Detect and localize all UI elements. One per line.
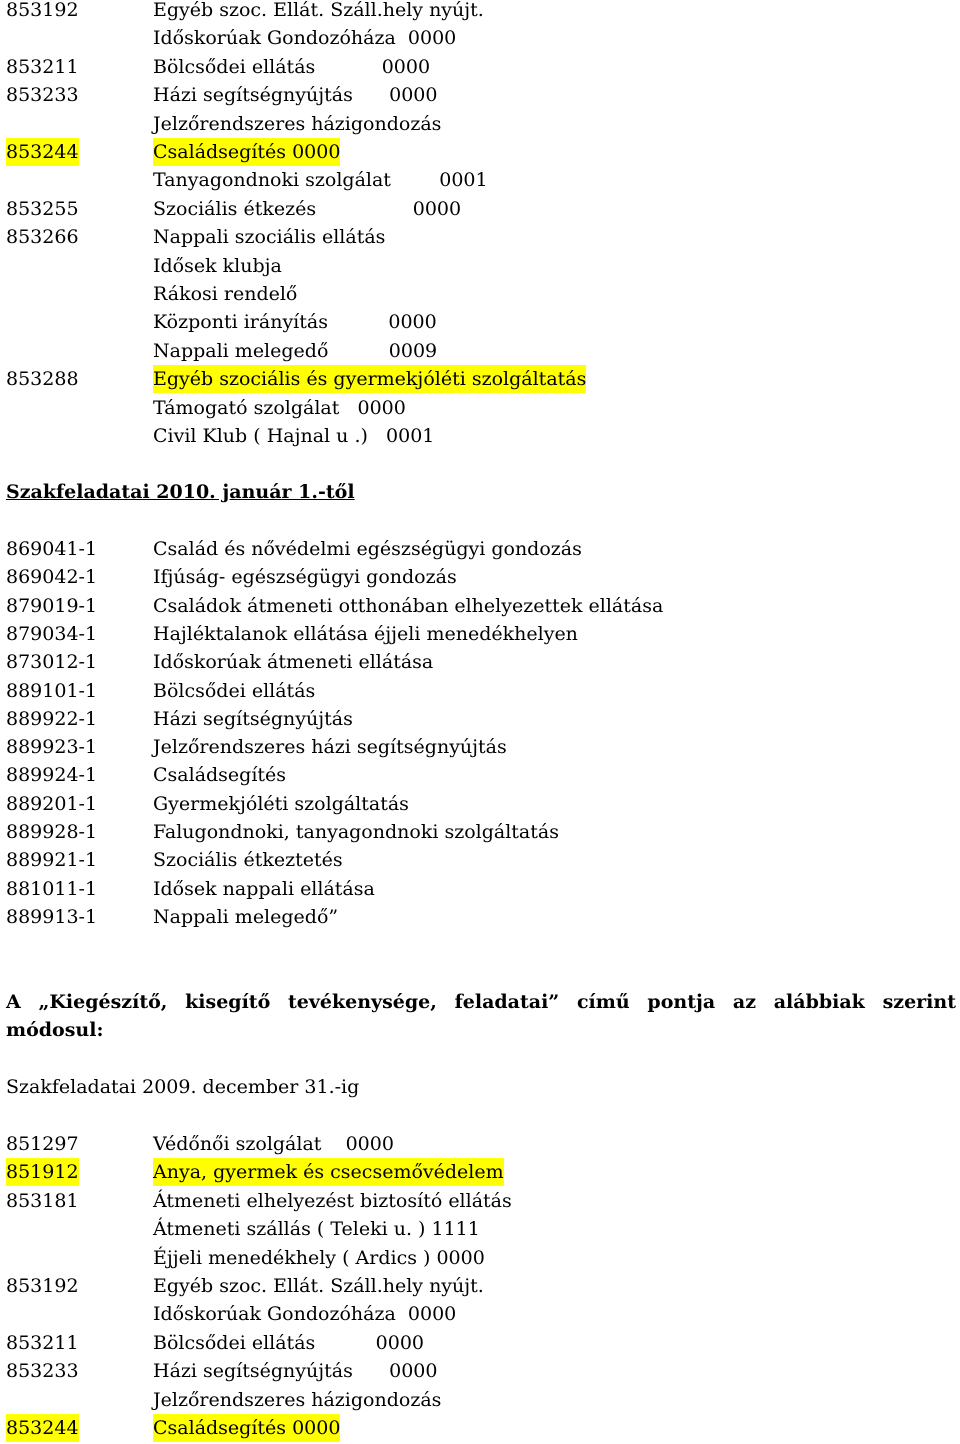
section-heading-2010: Szakfeladatai 2010. január 1.-től [6, 481, 355, 503]
task-description: Nappali szociális ellátás [153, 226, 386, 249]
task-description: Központi irányítás 0000 [153, 311, 437, 334]
task-description: Időskorúak Gondozóháza 0000 [153, 27, 457, 50]
task-code: 889921-1 [6, 849, 98, 872]
task-description: Ifjúság- egészségügyi gondozás [153, 566, 457, 589]
task-code: 869041-1 [6, 538, 98, 560]
task-description: Támogató szolgálat 0000 [153, 396, 406, 419]
task-description: Hajléktalanok ellátása éjjeli menedékhelyen [153, 622, 578, 645]
task-code: 853181 [6, 1189, 79, 1212]
task-description: Jelzőrendszeres házigondozás [153, 1388, 442, 1411]
task-code: 853211 [6, 1331, 79, 1354]
task-description: Egyéb szoc. Ellát. Száll.hely nyújt. [153, 0, 484, 21]
task-description: Családsegítés [153, 764, 287, 787]
task-code: 889201-1 [6, 792, 98, 815]
task-code: 853233 [6, 84, 79, 107]
task-description: Idősek nappali ellátása [153, 877, 375, 900]
task-description: Idősek klubja [153, 254, 282, 277]
task-description: Átmeneti szállás ( Teleki u. ) 1111 [153, 1218, 480, 1241]
task-code: 879019-1 [6, 594, 98, 617]
task-description: Szociális étkezés 0000 [153, 197, 462, 220]
task-code: 879034-1 [6, 622, 98, 645]
task-description: Bölcsődei ellátás 0000 [153, 55, 431, 78]
task-code: 881011-1 [6, 877, 98, 900]
task-code: 869042-1 [6, 566, 98, 589]
task-description: Bölcsődei ellátás 0000 [153, 1331, 425, 1354]
task-code: 889101-1 [6, 679, 98, 702]
task-code: 853255 [6, 197, 79, 220]
task-code: 853288 [6, 368, 79, 391]
task-description: Rákosi rendelő [153, 283, 298, 305]
task-description: Családsegítés 0000 [153, 138, 340, 166]
task-code: 889924-1 [6, 764, 98, 787]
task-code: 889923-1 [6, 736, 98, 759]
task-description: Éjjeli menedékhely ( Ardics ) 0000 [153, 1246, 485, 1269]
task-code: 853192 [6, 1275, 79, 1297]
task-description: Jelzőrendszeres házi segítségnyújtás [153, 736, 507, 759]
task-code: 851297 [6, 1133, 79, 1155]
task-code: 851912 [6, 1158, 79, 1186]
task-code: 889922-1 [6, 707, 98, 730]
task-code: 853244 [6, 1414, 79, 1442]
task-description: Egyéb szociális és gyermekjóléti szolgáltatás [153, 365, 586, 393]
task-code: 853211 [6, 55, 79, 78]
task-code: 853244 [6, 138, 79, 166]
task-description: Családsegítés 0000 [153, 1414, 340, 1442]
task-description: Egyéb szoc. Ellát. Száll.hely nyújt. [153, 1275, 484, 1297]
task-code: 889928-1 [6, 821, 98, 843]
task-code: 853192 [6, 0, 79, 21]
task-description: Gyermekjóléti szolgáltatás [153, 792, 409, 815]
task-code: 873012-1 [6, 651, 98, 674]
task-description: Nappali melegedő” [153, 905, 339, 928]
task-description: Jelzőrendszeres házigondozás [153, 112, 442, 135]
task-description: Időskorúak Gondozóháza 0000 [153, 1303, 457, 1326]
section-subheading-2009: Szakfeladatai 2009. december 31.-ig [6, 1076, 360, 1098]
amendment-paragraph: A „Kiegészítő, kisegítő tevékenysége, feladatai” című pontja az alábbiak szerint módosul: [6, 991, 956, 1041]
task-description: Anya, gyermek és csecsemővédelem [153, 1158, 504, 1186]
task-description: Civil Klub ( Hajnal u .) 0001 [153, 425, 435, 447]
task-code: 889913-1 [6, 905, 98, 928]
task-description: Házi segítségnyújtás 0000 [153, 1360, 438, 1383]
task-description: Falugondnoki, tanyagondnoki szolgáltatás [153, 821, 559, 843]
task-description: Házi segítségnyújtás 0000 [153, 84, 438, 107]
task-description: Tanyagondnoki szolgálat 0001 [153, 169, 488, 192]
task-description: Családok átmeneti otthonában elhelyezettek ellátása [153, 594, 664, 617]
task-description: Védőnői szolgálat 0000 [153, 1133, 394, 1155]
task-description: Időskorúak átmeneti ellátása [153, 651, 434, 674]
task-description: Család és nővédelmi egészségügyi gondozás [153, 538, 582, 560]
task-code: 853233 [6, 1360, 79, 1383]
task-description: Nappali melegedő 0009 [153, 339, 438, 362]
task-code: 853266 [6, 226, 79, 249]
task-description: Házi segítségnyújtás [153, 707, 353, 730]
task-description: Szociális étkeztetés [153, 849, 343, 872]
task-description: Átmeneti elhelyezést biztosító ellátás [153, 1189, 512, 1212]
task-description: Bölcsődei ellátás [153, 679, 316, 702]
